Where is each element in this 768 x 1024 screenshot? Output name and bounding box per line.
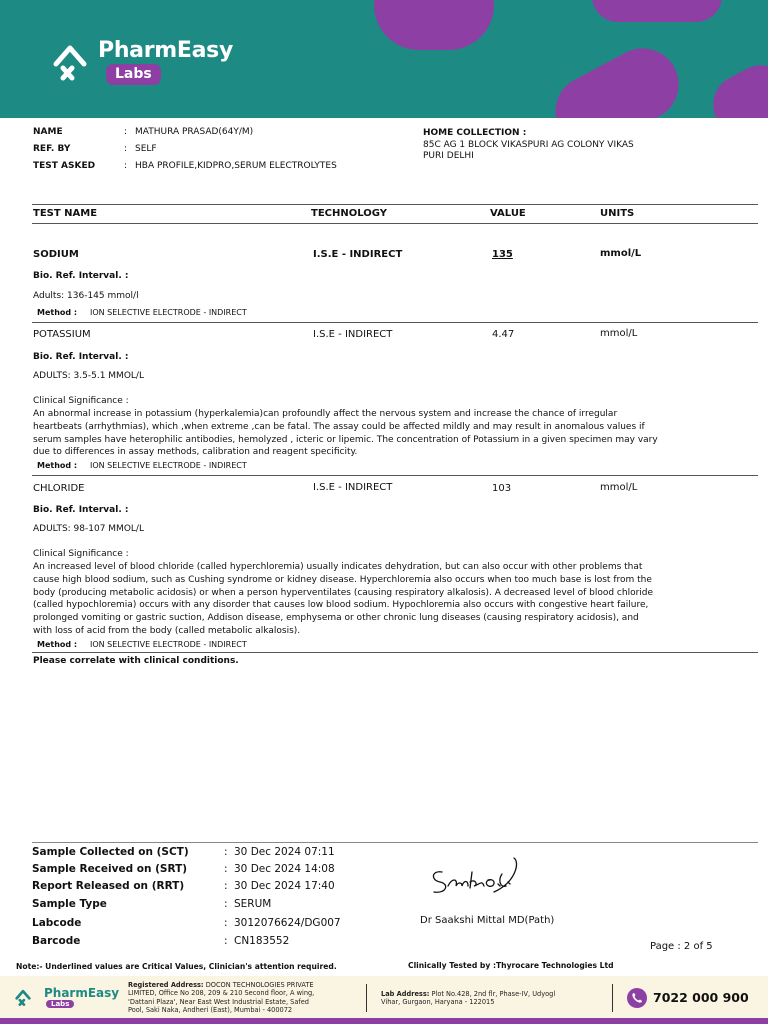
paragraph-line: heartbeats (arrhythmias), which ,when extreme ,can be fatal. The assay could be affected mildly and may result in anomalous values if: [33, 421, 645, 432]
potassium-name: POTASSIUM: [33, 329, 91, 340]
sodium-bio-ref: Adults: 136-145 mmol/l: [33, 291, 139, 301]
col-units: UNITS: [600, 208, 635, 219]
paragraph-line: An increased level of blood chloride (called hyperchloremia) usually indicates dehydration, but can also occur with other problems that: [33, 562, 643, 572]
col-test-name: TEST NAME: [33, 208, 98, 219]
sodium-technology: I.S.E - INDIRECT: [313, 249, 403, 260]
divider: [32, 322, 758, 323]
colon: :: [224, 935, 228, 947]
bio-ref-label: Bio. Ref. Interval. :: [33, 352, 129, 362]
paragraph-line: serum samples have heterophilic antibodies, hemolyzed , icteric or lipemic. The concentration of Potassium in a given specimen may vary: [33, 434, 658, 445]
colon: :: [224, 917, 228, 929]
divider: [32, 652, 758, 653]
sample-received-value: 30 Dec 2024 14:08: [234, 863, 335, 875]
paragraph-line: due to differences in assay methods, calibration and reagent specificity.: [33, 447, 358, 458]
potassium-units: mmol/L: [600, 328, 638, 339]
address-line: 'Dattani Plaza', Near East West Industrial Estate, Safed: [128, 997, 309, 1006]
address-text: Plot No.428, 2nd flr, Phase-IV, Udyogl: [431, 990, 556, 998]
divider: [32, 223, 758, 224]
report-released-value: 30 Dec 2024 17:40: [234, 880, 335, 892]
test-asked-label: TEST ASKED: [33, 161, 96, 171]
registered-address: [128, 981, 360, 1014]
potassium-bio-ref: ADULTS: 3.5-5.1 MMOL/L: [33, 371, 144, 381]
bio-ref-label: Bio. Ref. Interval. :: [33, 505, 129, 515]
brand-name: PharmEasy: [98, 38, 234, 63]
header-banner: [0, 0, 768, 118]
address-line: LIMITED, Office No 208, 209 & 210 Second floor, A wing,: [128, 989, 315, 998]
address-line: Vihar, Gurgaon, Haryana - 122015: [381, 998, 495, 1007]
col-technology: TECHNOLOGY: [311, 208, 387, 219]
decor-blob: [543, 36, 692, 118]
chloride-method: ION SELECTIVE ELECTRODE - INDIRECT: [90, 640, 247, 649]
paragraph-line: cause high blood sodium, such as Cushing syndrome or kidney disease. Hyperchloremia also occurs when too much base is lost from the: [33, 574, 652, 585]
paragraph-line: body (producing metabolic acidosis) or when a person hyperventilates (causing respiratory alkalosis). A decreased level of blood chloride: [33, 587, 654, 598]
phone-number: 7022 000 900: [653, 990, 749, 1005]
decor-blob: [374, 0, 494, 50]
potassium-method: ION SELECTIVE ELECTRODE - INDIRECT: [90, 461, 247, 470]
critical-values-note: Note:- Underlined values are Critical Values, Clinician's attention required.: [16, 962, 337, 971]
clinical-significance-label: Clinical Significance :: [33, 396, 129, 406]
colon: :: [224, 863, 228, 875]
sodium-value: 135: [492, 249, 513, 260]
pharmeasy-logo-icon: [14, 986, 32, 1008]
barcode-label: Barcode: [32, 935, 81, 947]
sodium-method: ION SELECTIVE ELECTRODE - INDIRECT: [90, 308, 247, 317]
footer-brand-badge: Labs: [46, 1000, 74, 1008]
divider: [32, 475, 758, 476]
sodium-units: mmol/L: [600, 248, 642, 259]
home-collection-label: HOME COLLECTION :: [423, 128, 527, 138]
page-number: Page : 2 of 5: [650, 941, 713, 952]
colon: :: [224, 898, 228, 910]
address-line: [128, 981, 360, 989]
report-released-label: Report Released on (RRT): [32, 880, 185, 892]
bio-ref-label: Bio. Ref. Interval. :: [33, 271, 129, 281]
chloride-value: 103: [492, 483, 512, 494]
potassium-value: 4.47: [492, 329, 515, 340]
signer-name: Dr Saakshi Mittal MD(Path): [420, 915, 555, 926]
home-address-line2: PURI DELHI: [423, 151, 474, 161]
potassium-clinical-significance: [33, 408, 723, 459]
sample-collected-label: Sample Collected on (SCT): [32, 846, 189, 858]
sample-type-label: Sample Type: [32, 898, 107, 910]
decor-blob: [592, 0, 722, 22]
sample-received-label: Sample Received on (SRT): [32, 863, 188, 875]
colon: :: [124, 144, 128, 154]
phone-icon: [627, 988, 647, 1008]
paragraph-line: prolonged vomiting or gastric suction, Addison disease, emphysema or other chronic lung diseases (causing respiratory acidosis), and: [33, 613, 639, 624]
col-value: VALUE: [490, 208, 526, 219]
barcode-value: CN183552: [234, 935, 290, 947]
colon: :: [124, 161, 128, 171]
divider: [612, 984, 613, 1012]
footer-stripe: [0, 1018, 768, 1024]
ref-label: REF. BY: [33, 144, 71, 154]
patient-name: MATHURA PRASAD(64Y/M): [135, 127, 254, 137]
method-label: Method :: [37, 308, 78, 317]
chloride-bio-ref: ADULTS: 98-107 MMOL/L: [33, 524, 144, 534]
brand-badge: Labs: [106, 64, 161, 85]
home-address-line1: 85C AG 1 BLOCK VIKASPURI AG COLONY VIKAS: [423, 140, 634, 150]
colon: :: [224, 880, 228, 892]
footer-bar: [0, 976, 768, 1018]
divider: [32, 842, 758, 843]
correlate-note: Please correlate with clinical conditions.: [33, 656, 239, 666]
sample-collected-value: 30 Dec 2024 07:11: [234, 846, 335, 858]
chloride-clinical-significance: [33, 561, 723, 638]
pharmeasy-logo-icon: [50, 38, 90, 84]
chloride-units: mmol/L: [600, 482, 638, 493]
signature-image: [424, 852, 534, 898]
paragraph-line: with loss of acid from the body (called metabolic alkalosis).: [33, 625, 301, 636]
divider: [366, 984, 367, 1012]
paragraph-line: An abnormal increase in potassium (hyperkalemia)can profoundly affect the nervous system and increase the chance of irregular: [33, 409, 618, 419]
decor-blob: [703, 55, 768, 118]
sodium-name: SODIUM: [33, 249, 79, 260]
sample-type-value: SERUM: [234, 898, 272, 910]
labcode-label: Labcode: [32, 917, 82, 929]
ref-value: SELF: [135, 144, 157, 154]
name-label: NAME: [33, 127, 63, 137]
address-line: Pool, Saki Naka, Andheri (East), Mumbai - 400072: [128, 1005, 293, 1014]
address-text: DOCON TECHNOLOGIES PRIVATE: [205, 981, 314, 989]
chloride-technology: I.S.E - INDIRECT: [313, 482, 393, 493]
lab-address: [381, 990, 606, 1007]
footer-brand-name: PharmEasy: [44, 986, 120, 1000]
clinically-tested-note: Clinically Tested by :Thyrocare Technologies Ltd: [408, 961, 614, 970]
paragraph-line: (called hypochloremia) occurs with any disorder that causes low blood sodium. Hypochloremia also occurs with congestive heart failure,: [33, 600, 649, 611]
method-label: Method :: [37, 640, 78, 649]
divider: [32, 204, 758, 205]
address-line: [381, 990, 606, 998]
method-label: Method :: [37, 461, 78, 470]
labcode-value: 3012076624/DG007: [234, 917, 341, 929]
chloride-name: CHLORIDE: [33, 483, 85, 494]
test-asked-value: HBA PROFILE,KIDPRO,SERUM ELECTROLYTES: [135, 161, 337, 171]
colon: :: [224, 846, 228, 858]
potassium-technology: I.S.E - INDIRECT: [313, 329, 393, 340]
clinical-significance-label: Clinical Significance :: [33, 549, 129, 559]
registered-address-label: Registered Address:: [128, 981, 204, 989]
lab-address-label: Lab Address:: [381, 990, 430, 998]
colon: :: [124, 127, 128, 137]
